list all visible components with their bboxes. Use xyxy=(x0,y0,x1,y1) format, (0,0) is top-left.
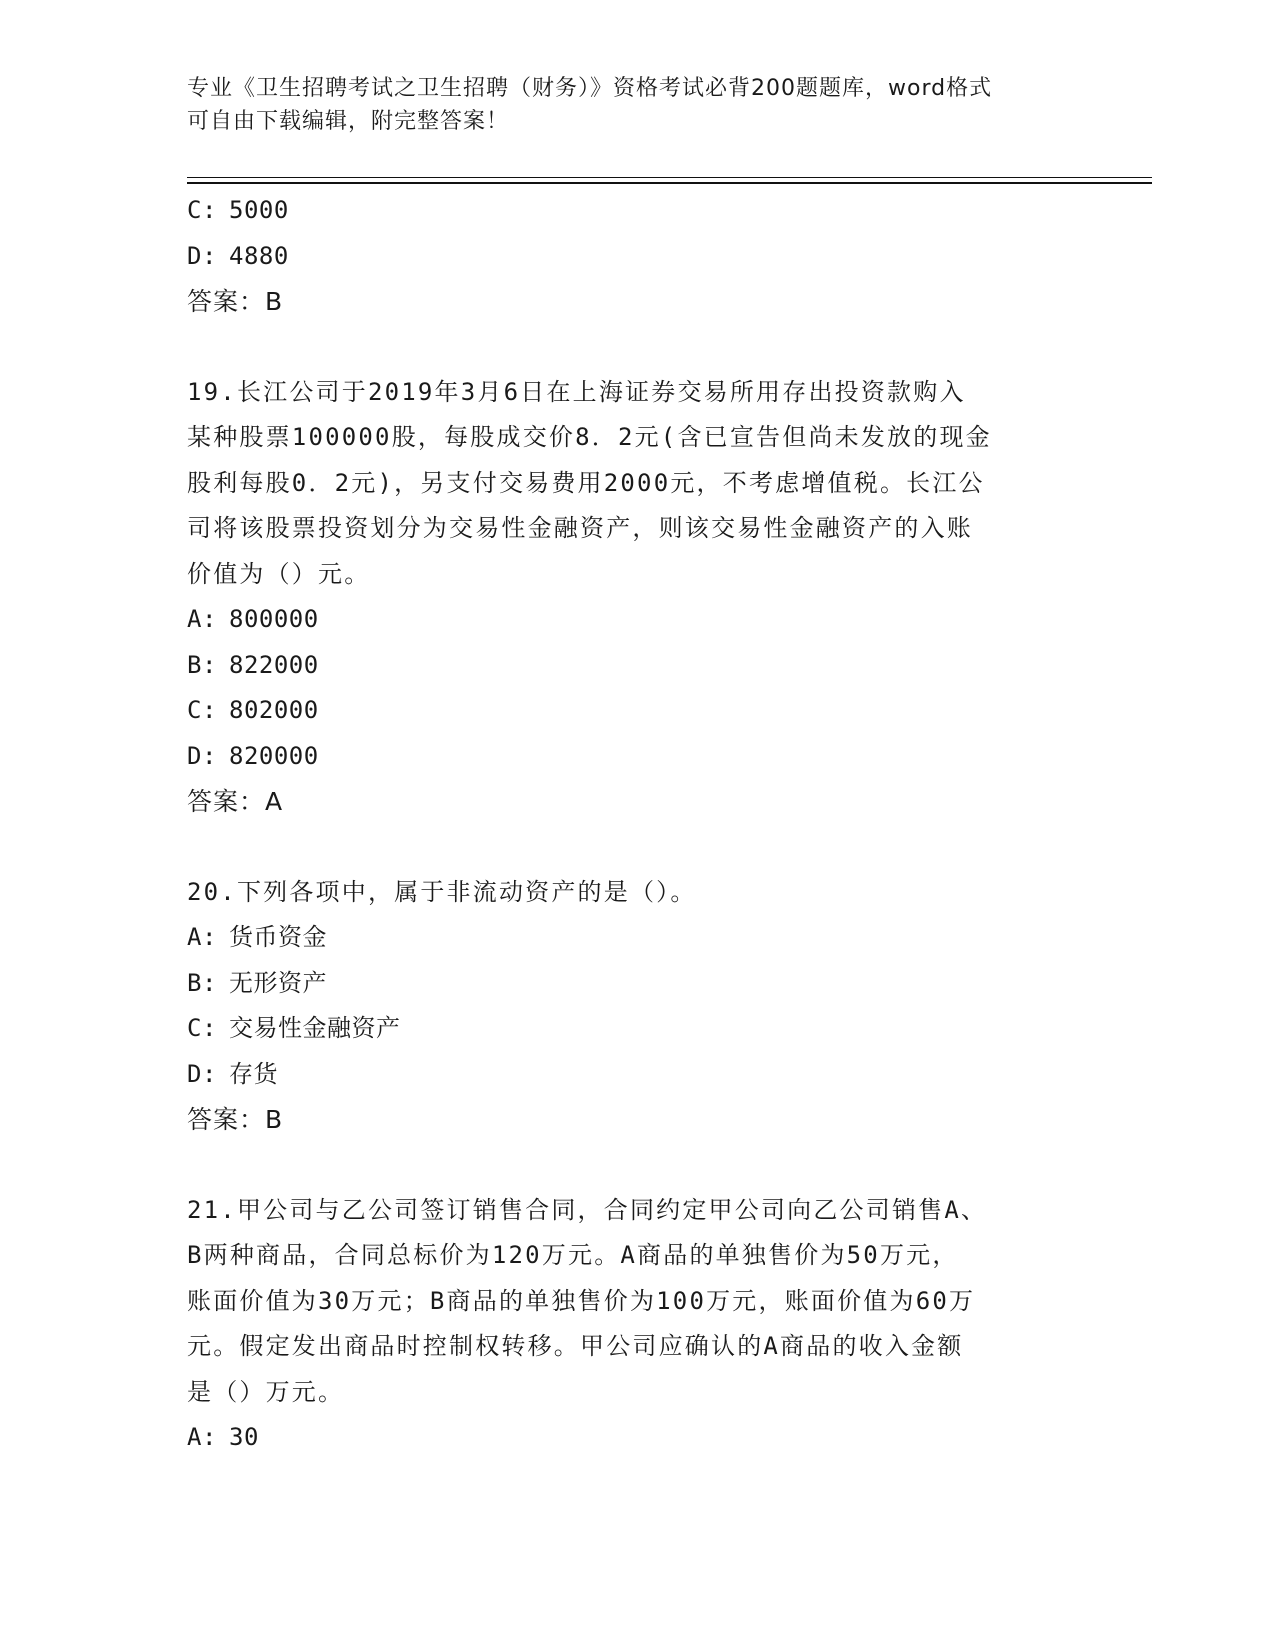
option-text: 5000 xyxy=(229,196,289,224)
question-text-line: 股利每股0．2元)，另支付交易费用2000元，不考虑增值税。长江公 xyxy=(187,468,985,497)
question-text-line: 某种股票100000股，每股成交价8．2元(含已宣告但尚未发放的现金 xyxy=(187,423,992,451)
option-label: D: xyxy=(187,1059,217,1088)
question-text-line: 司将该股票投资划分为交易性金融资产，则该交易性金融资产的入账 xyxy=(187,514,973,542)
question-text-line: 价值为（）元。 xyxy=(187,559,371,588)
spacer xyxy=(187,825,1087,870)
answer-line: 答案：B xyxy=(187,287,284,316)
question-text-line: 账面价值为30万元；B商品的单独售价为100万元，账面价值为60万 xyxy=(187,1286,976,1315)
option-text: 4880 xyxy=(229,241,289,270)
header-divider-thick xyxy=(187,182,1152,184)
document-header xyxy=(187,72,1077,138)
option-label: B: xyxy=(187,968,217,997)
option-text: 无形资产 xyxy=(229,968,327,997)
option-b xyxy=(187,643,1087,689)
question-text-line: 是（）万元。 xyxy=(187,1377,345,1406)
option-label: C: xyxy=(187,696,217,724)
option-text: 802000 xyxy=(229,696,319,724)
option-d xyxy=(187,734,1087,780)
answer-line: 答案：A xyxy=(187,787,284,816)
option-label: D: xyxy=(187,741,217,770)
option-c xyxy=(187,1006,1087,1052)
question-text-line: B两种商品，合同总标价为120万元。A商品的单独售价为50万元， xyxy=(187,1241,959,1269)
question-text-line: 19.长江公司于2019年3月6日在上海证券交易所用存出投资款购入 xyxy=(187,377,966,406)
spacer xyxy=(187,1143,1087,1188)
option-d xyxy=(187,1052,1087,1098)
option-label: C: xyxy=(187,1014,217,1042)
question-text-line: 21.甲公司与乙公司签订销售合同，合同约定甲公司向乙公司销售A、 xyxy=(187,1195,988,1224)
option-d xyxy=(187,234,1087,280)
option-c xyxy=(187,688,1087,734)
option-b xyxy=(187,961,1087,1007)
header-line-2: 可自由下载编辑，附完整答案！ xyxy=(187,109,510,134)
option-text: 820000 xyxy=(229,741,319,770)
option-a xyxy=(187,597,1087,643)
question-text-line: 20.下列各项中，属于非流动资产的是（）。 xyxy=(187,877,697,906)
option-text: 货币资金 xyxy=(229,923,327,951)
question-18-tail xyxy=(187,188,1087,325)
option-text: 存货 xyxy=(229,1059,278,1088)
question-19 xyxy=(187,370,1087,825)
option-text: 822000 xyxy=(229,650,319,679)
spacer xyxy=(187,325,1087,370)
document-body xyxy=(187,188,1087,1461)
option-c xyxy=(187,188,1087,234)
option-text: 交易性金融资产 xyxy=(229,1014,401,1042)
header-line-1: 专业《卫生招聘考试之卫生招聘（财务）》资格考试必背200题题库，word格式 xyxy=(187,76,993,101)
option-label: A: xyxy=(187,1423,217,1451)
option-label: A: xyxy=(187,923,217,951)
answer-line: 答案：B xyxy=(187,1105,284,1134)
option-label: A: xyxy=(187,605,217,633)
question-20 xyxy=(187,870,1087,1143)
option-label: B: xyxy=(187,650,217,679)
option-text: 800000 xyxy=(229,605,319,633)
question-text-line: 元。假定发出商品时控制权转移。甲公司应确认的A商品的收入金额 xyxy=(187,1332,964,1360)
option-label: D: xyxy=(187,241,217,270)
option-a xyxy=(187,915,1087,961)
question-21 xyxy=(187,1188,1087,1461)
option-a xyxy=(187,1415,1087,1461)
option-label: C: xyxy=(187,196,217,224)
header-divider-thin xyxy=(187,177,1152,178)
option-text: 30 xyxy=(229,1423,259,1451)
